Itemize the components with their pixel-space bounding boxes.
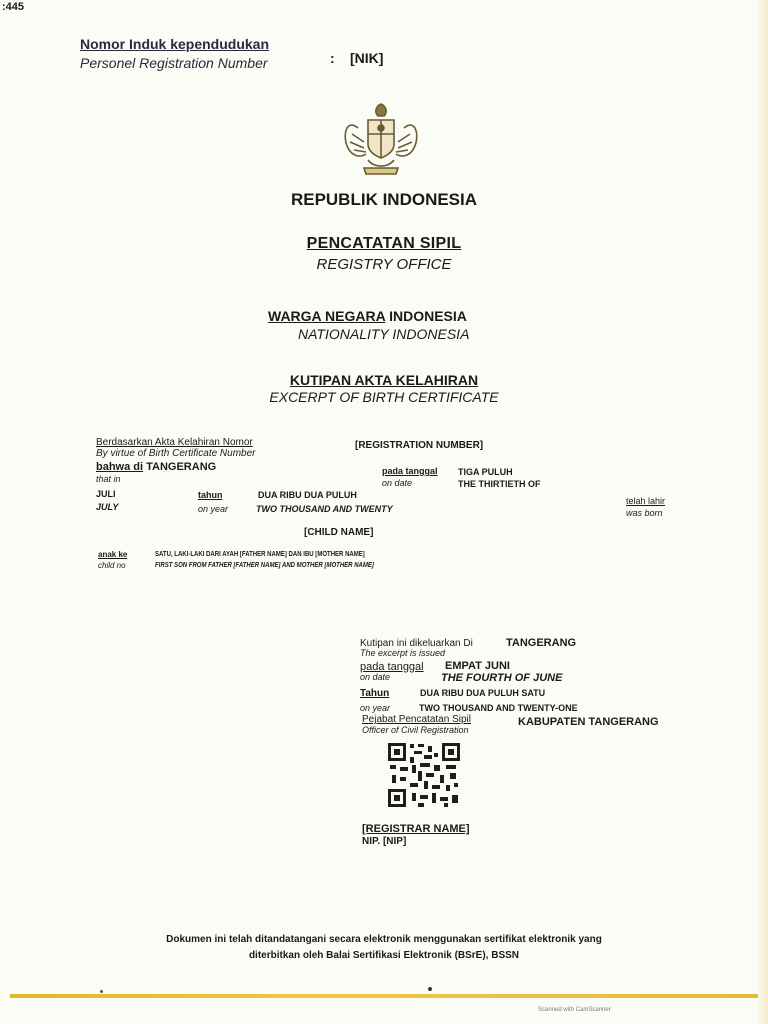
basis-label-en: By virtue of Birth Certificate Number — [96, 448, 256, 459]
born-label-id: telah lahir — [626, 496, 666, 506]
qr-code-icon — [386, 741, 462, 809]
birth-place: TANGERANG — [146, 461, 217, 473]
that-in-row — [96, 461, 216, 473]
document-title-en: EXCERPT OF BIRTH CERTIFICATE — [269, 389, 499, 405]
certificate-number: [REGISTRATION NUMBER] — [355, 440, 484, 451]
garuda-emblem-icon — [338, 98, 424, 178]
issue-date-en: THE FOURTH OF JUNE — [441, 672, 563, 684]
child-no-label-en: child no — [98, 561, 126, 570]
nationality-en: NATIONALITY INDONESIA — [298, 326, 470, 342]
office-title-en: REGISTRY OFFICE — [316, 256, 452, 273]
issue-year-label-en: on year — [360, 703, 391, 713]
issue-date-id: EMPAT JUNI — [445, 660, 510, 672]
birth-date-en: THE THIRTIETH OF — [458, 479, 541, 489]
esign-notice-line1: Dokumen ini telah ditandatangani secara elektronik menggunakan sertifikat elektronik yang — [166, 934, 602, 945]
scan-speck — [428, 987, 432, 991]
officer-label-en: Officer of Civil Registration — [362, 725, 469, 735]
scanner-watermark: Scanned with CamScanner — [538, 1007, 611, 1013]
year-label-id: tahun — [198, 490, 223, 500]
birth-date-id: TIGA PULUH — [458, 467, 513, 477]
signatory-nip: NIP. [NIP] — [362, 836, 407, 847]
esign-notice-line2: diterbitkan oleh Balai Sertifikasi Elektronik (BSrE), BSSN — [248, 950, 520, 961]
page-marker: :445 — [2, 1, 25, 13]
officer-region: KABUPATEN TANGERANG — [518, 716, 659, 728]
nationality-label-id: WARGA NEGARA — [268, 308, 386, 324]
year-label-en: on year — [198, 504, 229, 514]
basis-label-id: Berdasarkan Akta Kelahiran Nomor — [96, 437, 253, 448]
child-details-id: SATU, LAKI-LAKI DARI AYAH [FATHER NAME] DAN IBU [MOTHER NAME] — [155, 551, 365, 558]
on-date-label-en: on date — [382, 478, 413, 488]
birth-year-en: TWO THOUSAND AND TWENTY — [256, 504, 393, 514]
issue-date-label-en: on date — [360, 672, 391, 682]
page-edge-shadow — [756, 0, 768, 1024]
that-in-label-en: that in — [96, 474, 121, 484]
nationality-value-id: INDONESIA — [389, 308, 467, 324]
page-bottom-edge — [10, 994, 758, 998]
nik-colon: : — [330, 50, 335, 66]
issue-date-label-id: pada tanggal — [360, 661, 424, 673]
officer-label-id: Pejabat Pencatatan Sipil — [362, 714, 471, 725]
office-title-id: PENCATATAN SIPIL — [306, 235, 462, 252]
issued-label-en: The excerpt is issued — [360, 648, 446, 658]
that-in-label-id: bahwa di — [96, 461, 144, 473]
birth-month-id: JULI — [96, 489, 116, 499]
nik-value: [NIK] — [350, 50, 384, 66]
issue-year-id: DUA RIBU DUA PULUH SATU — [420, 688, 546, 698]
child-name: [CHILD NAME] — [304, 527, 374, 538]
nik-label-id: Nomor Induk kependudukan — [80, 36, 270, 52]
born-label-en: was born — [626, 508, 663, 518]
birth-year-id: DUA RIBU DUA PULUH — [258, 490, 357, 500]
child-details-en: FIRST SON FROM FATHER [FATHER NAME] AND MOTHER [MOTHER NAME] — [155, 562, 374, 569]
document-title-id: KUTIPAN AKTA KELAHIRAN — [289, 372, 479, 388]
signatory-name: [REGISTRAR NAME] — [362, 823, 470, 835]
child-no-label-id: anak ke — [98, 550, 128, 559]
issue-year-en: TWO THOUSAND AND TWENTY-ONE — [419, 703, 578, 713]
issued-label-id: Kutipan ini dikeluarkan Di — [360, 638, 473, 649]
nik-label-en: Personel Registration Number — [80, 55, 268, 71]
republic-title: REPUBLIK INDONESIA — [290, 190, 478, 209]
nationality-id — [268, 308, 467, 324]
issued-place: TANGERANG — [506, 637, 577, 649]
issue-year-label-id: Tahun — [360, 688, 390, 699]
on-date-label-id: pada tanggal — [382, 466, 438, 476]
scan-speck — [100, 990, 103, 993]
birth-month-en: JULY — [96, 502, 119, 512]
